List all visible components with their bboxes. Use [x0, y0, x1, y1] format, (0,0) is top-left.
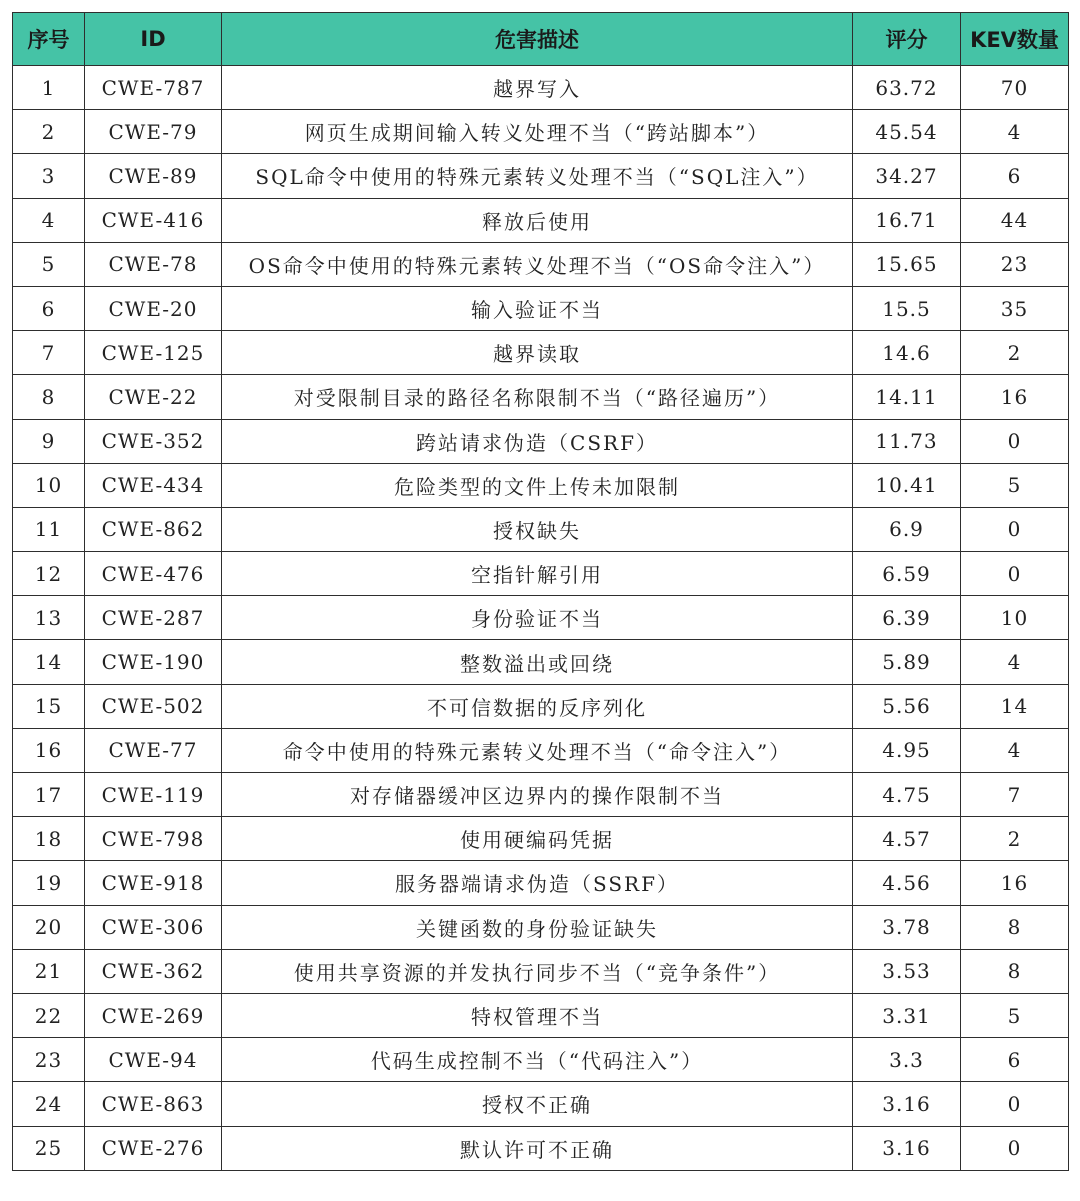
cell-description: 授权不正确 [222, 1082, 853, 1126]
cell-cwe-id: CWE-918 [85, 861, 222, 905]
header-id: ID [85, 13, 222, 66]
cell-score: 3.31 [853, 993, 961, 1037]
table-body [13, 66, 1069, 1171]
cell-description: 危险类型的文件上传未加限制 [222, 463, 853, 507]
cell-description: 不可信数据的反序列化 [222, 684, 853, 728]
cell-score: 16.71 [853, 198, 961, 242]
cell-kev-count: 14 [961, 684, 1069, 728]
table-row [13, 154, 1069, 198]
cell-cwe-id: CWE-190 [85, 640, 222, 684]
header-score: 评分 [853, 13, 961, 66]
table-row [13, 507, 1069, 551]
cell-description: 对存储器缓冲区边界内的操作限制不当 [222, 773, 853, 817]
table-row [13, 905, 1069, 949]
cell-cwe-id: CWE-416 [85, 198, 222, 242]
cell-score: 4.57 [853, 817, 961, 861]
cell-score: 10.41 [853, 463, 961, 507]
header-seq: 序号 [13, 13, 85, 66]
cell-kev-count: 16 [961, 375, 1069, 419]
cell-score: 11.73 [853, 419, 961, 463]
cell-description: 整数溢出或回绕 [222, 640, 853, 684]
cell-seq: 13 [13, 596, 85, 640]
cell-cwe-id: CWE-862 [85, 507, 222, 551]
cell-cwe-id: CWE-362 [85, 949, 222, 993]
cell-description: 网页生成期间输入转义处理不当（“跨站脚本”） [222, 110, 853, 154]
cell-kev-count: 0 [961, 552, 1069, 596]
cell-kev-count: 4 [961, 728, 1069, 772]
table-row [13, 640, 1069, 684]
cell-cwe-id: CWE-352 [85, 419, 222, 463]
table-row [13, 286, 1069, 330]
cell-kev-count: 35 [961, 286, 1069, 330]
cell-cwe-id: CWE-89 [85, 154, 222, 198]
cell-description: 默认许可不正确 [222, 1126, 853, 1170]
cell-score: 4.56 [853, 861, 961, 905]
cell-cwe-id: CWE-434 [85, 463, 222, 507]
table-row [13, 773, 1069, 817]
cell-seq: 12 [13, 552, 85, 596]
cell-kev-count: 10 [961, 596, 1069, 640]
cell-score: 3.53 [853, 949, 961, 993]
cell-kev-count: 70 [961, 66, 1069, 110]
cell-cwe-id: CWE-20 [85, 286, 222, 330]
cell-cwe-id: CWE-476 [85, 552, 222, 596]
cell-description: SQL命令中使用的特殊元素转义处理不当（“SQL注入”） [222, 154, 853, 198]
table-row [13, 375, 1069, 419]
cell-kev-count: 0 [961, 1126, 1069, 1170]
cell-cwe-id: CWE-79 [85, 110, 222, 154]
cell-description: 授权缺失 [222, 507, 853, 551]
cell-score: 45.54 [853, 110, 961, 154]
cell-seq: 2 [13, 110, 85, 154]
cell-cwe-id: CWE-77 [85, 728, 222, 772]
cell-seq: 20 [13, 905, 85, 949]
cell-description: 空指针解引用 [222, 552, 853, 596]
cell-seq: 19 [13, 861, 85, 905]
table-row [13, 110, 1069, 154]
cell-description: 对受限制目录的路径名称限制不当（“路径遍历”） [222, 375, 853, 419]
cell-seq: 16 [13, 728, 85, 772]
cell-description: 服务器端请求伪造（SSRF） [222, 861, 853, 905]
cell-kev-count: 8 [961, 905, 1069, 949]
table-row [13, 684, 1069, 728]
cell-description: 关键函数的身份验证缺失 [222, 905, 853, 949]
cell-seq: 14 [13, 640, 85, 684]
cell-description: 释放后使用 [222, 198, 853, 242]
table-row [13, 1038, 1069, 1082]
cell-description: 越界读取 [222, 331, 853, 375]
cell-cwe-id: CWE-787 [85, 66, 222, 110]
table-row [13, 993, 1069, 1037]
cell-score: 5.56 [853, 684, 961, 728]
cell-score: 5.89 [853, 640, 961, 684]
cell-score: 3.78 [853, 905, 961, 949]
cell-score: 3.16 [853, 1082, 961, 1126]
cell-kev-count: 6 [961, 1038, 1069, 1082]
cell-score: 34.27 [853, 154, 961, 198]
cell-seq: 21 [13, 949, 85, 993]
cell-description: 身份验证不当 [222, 596, 853, 640]
cell-score: 63.72 [853, 66, 961, 110]
table-row [13, 463, 1069, 507]
table-row [13, 419, 1069, 463]
cell-seq: 24 [13, 1082, 85, 1126]
cell-kev-count: 5 [961, 993, 1069, 1037]
cell-score: 3.3 [853, 1038, 961, 1082]
cell-kev-count: 6 [961, 154, 1069, 198]
table-row [13, 242, 1069, 286]
cell-seq: 7 [13, 331, 85, 375]
table-row [13, 596, 1069, 640]
cell-kev-count: 8 [961, 949, 1069, 993]
cell-seq: 18 [13, 817, 85, 861]
cell-description: OS命令中使用的特殊元素转义处理不当（“OS命令注入”） [222, 242, 853, 286]
cell-score: 15.65 [853, 242, 961, 286]
cell-kev-count: 5 [961, 463, 1069, 507]
cell-seq: 10 [13, 463, 85, 507]
cell-score: 6.39 [853, 596, 961, 640]
cell-kev-count: 0 [961, 1082, 1069, 1126]
cell-cwe-id: CWE-94 [85, 1038, 222, 1082]
cell-seq: 17 [13, 773, 85, 817]
cell-seq: 4 [13, 198, 85, 242]
cell-cwe-id: CWE-287 [85, 596, 222, 640]
cell-kev-count: 23 [961, 242, 1069, 286]
cell-score: 14.11 [853, 375, 961, 419]
cell-kev-count: 7 [961, 773, 1069, 817]
cell-score: 4.95 [853, 728, 961, 772]
table-row [13, 198, 1069, 242]
cell-kev-count: 2 [961, 817, 1069, 861]
cell-seq: 9 [13, 419, 85, 463]
cell-kev-count: 4 [961, 110, 1069, 154]
cell-cwe-id: CWE-269 [85, 993, 222, 1037]
cell-description: 越界写入 [222, 66, 853, 110]
header-kev-count: KEV数量 [961, 13, 1069, 66]
table-row [13, 728, 1069, 772]
header-description: 危害描述 [222, 13, 853, 66]
table-row [13, 66, 1069, 110]
cell-score: 3.16 [853, 1126, 961, 1170]
cell-kev-count: 16 [961, 861, 1069, 905]
cell-kev-count: 0 [961, 419, 1069, 463]
cell-description: 代码生成控制不当（“代码注入”） [222, 1038, 853, 1082]
cell-seq: 23 [13, 1038, 85, 1082]
cell-cwe-id: CWE-78 [85, 242, 222, 286]
cell-cwe-id: CWE-276 [85, 1126, 222, 1170]
table-row [13, 552, 1069, 596]
cell-cwe-id: CWE-502 [85, 684, 222, 728]
header-row [13, 13, 1069, 66]
cell-seq: 5 [13, 242, 85, 286]
cell-description: 命令中使用的特殊元素转义处理不当（“命令注入”） [222, 728, 853, 772]
cell-seq: 6 [13, 286, 85, 330]
cell-kev-count: 0 [961, 507, 1069, 551]
cell-seq: 8 [13, 375, 85, 419]
cell-cwe-id: CWE-798 [85, 817, 222, 861]
cell-seq: 11 [13, 507, 85, 551]
cell-score: 4.75 [853, 773, 961, 817]
cell-score: 14.6 [853, 331, 961, 375]
cell-cwe-id: CWE-306 [85, 905, 222, 949]
cell-kev-count: 2 [961, 331, 1069, 375]
table-row [13, 817, 1069, 861]
table-row [13, 949, 1069, 993]
table-row [13, 331, 1069, 375]
cell-seq: 25 [13, 1126, 85, 1170]
cell-cwe-id: CWE-119 [85, 773, 222, 817]
table-row [13, 1126, 1069, 1170]
cwe-top25-table [12, 12, 1069, 1171]
cell-score: 15.5 [853, 286, 961, 330]
cell-cwe-id: CWE-863 [85, 1082, 222, 1126]
cell-seq: 15 [13, 684, 85, 728]
cell-score: 6.59 [853, 552, 961, 596]
cell-cwe-id: CWE-125 [85, 331, 222, 375]
cell-description: 特权管理不当 [222, 993, 853, 1037]
cell-kev-count: 4 [961, 640, 1069, 684]
table-row [13, 861, 1069, 905]
table-row [13, 1082, 1069, 1126]
cell-description: 使用硬编码凭据 [222, 817, 853, 861]
cell-kev-count: 44 [961, 198, 1069, 242]
cell-seq: 22 [13, 993, 85, 1037]
cell-description: 使用共享资源的并发执行同步不当（“竞争条件”） [222, 949, 853, 993]
cell-seq: 3 [13, 154, 85, 198]
cell-score: 6.9 [853, 507, 961, 551]
cell-description: 跨站请求伪造（CSRF） [222, 419, 853, 463]
cell-seq: 1 [13, 66, 85, 110]
cell-cwe-id: CWE-22 [85, 375, 222, 419]
cell-description: 输入验证不当 [222, 286, 853, 330]
table-header [13, 13, 1069, 66]
